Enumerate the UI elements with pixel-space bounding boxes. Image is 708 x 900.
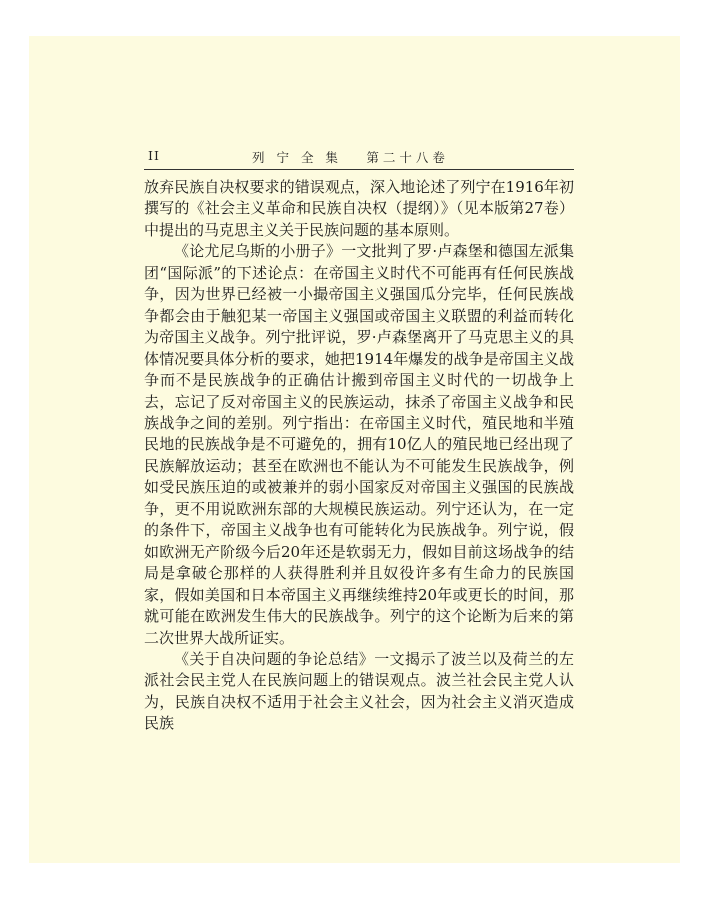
page-number: II <box>148 148 160 163</box>
paragraph-self-determination-summary: 《关于自决问题的争论总结》一文揭示了波兰以及荷兰的左派社会民主党人在民族问题上的错误观点。波兰社会民主党人认为，民族自决权不适用于社会主义社会，因为社会主义消灭造成民族 <box>144 649 574 733</box>
page-header <box>144 148 574 168</box>
running-title: 列 宁 全 集 第二十八卷 <box>252 150 449 165</box>
body-text <box>144 177 574 735</box>
paragraph-continued: 放弃民族自决权要求的错误观点，深入地论述了列宁在1916年初撰写的《社会主义革命和民族自决权（提纲）》（见本版第27卷）中提出的马克思主义关于民族问题的基本原则。 <box>144 178 574 239</box>
header-rule <box>144 169 574 170</box>
paragraph-junius-pamphlet: 《论尤尼乌斯的小册子》一文批判了罗·卢森堡和德国左派集团“国际派”的下述论点：在帝国主义时代不可能再有任何民族战争，因为世界已经被一小撮帝国主义强国瓜分完毕，任何民族战争都会由于触犯某一帝国主义强国或帝国主义联盟的利益而转化为帝国主义战争。列宁批评说，罗·卢森堡离开了马克思主义的具体情况要具体分析的要求，她把1914年爆发的战争是帝国主义战争而不是民族战争的正确估计搬到帝国主义时代的一切战争上去，忘记了反对帝国主义的民族运动，抹杀了帝国主义战争和民族战争之间的差别。列宁指出：在帝国主义时代，殖民地和半殖民地的民族战争是不可避免的，拥有10亿人的殖民地已经出现了民族解放运动；甚至在欧洲也不能认为不可能发生民族战争，例如受民族压迫的或被兼并的弱小国家反对帝国主义强国的民族战争，更不用说欧洲东部的大规模民族运动。列宁还认为，在一定的条件下，帝国主义战争也有可能转化为民族战争。列宁说，假如欧洲无产阶级今后20年还是软弱无力，假如目前这场战争的结局是拿破仑那样的人获得胜利并且奴役许多有生命力的民族国家，假如美国和日本帝国主义再继续维持20年或更长的时间，那就可能在欧洲发生伟大的民族战争。列宁的这个论断为后来的第二次世界大战所证实。 <box>144 242 574 647</box>
